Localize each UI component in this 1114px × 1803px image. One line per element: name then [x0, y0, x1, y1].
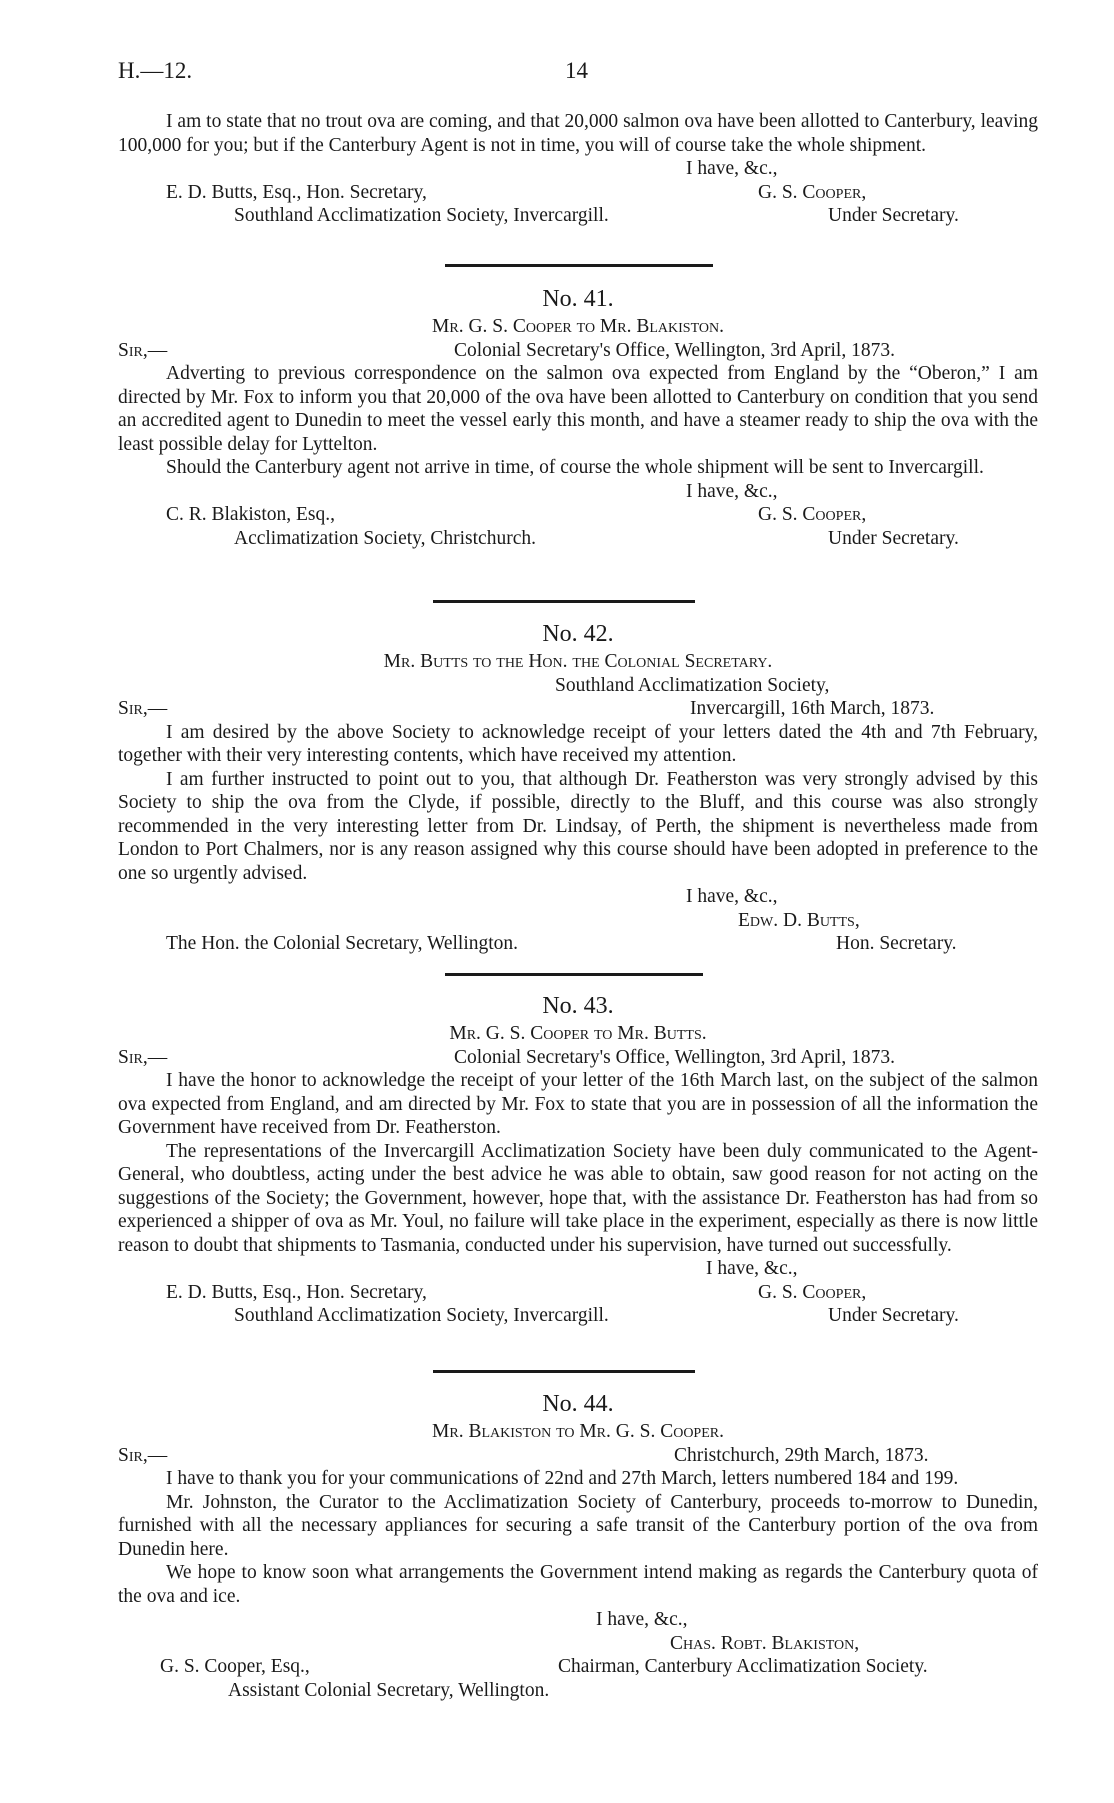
- closing: I have, &c.,: [686, 886, 778, 907]
- address-row: [118, 932, 1038, 956]
- address-row: [118, 527, 1038, 551]
- letter-number: No. 41.: [542, 286, 614, 312]
- address-row: [118, 503, 1038, 527]
- letter-paragraph: I am further instructed to point out to you, that although Dr. Featherston was very strongly advised by this Society to ship the ova from the Clyde, if possible, directly to the Bluff, and this course was also strongly recommended in the very interesting letter from Dr. Lindsay, of Perth, the shipment is nevertheless made from London to Port Chalmers, nor is any reason assigned why this course should have been adopted in preference to the one so urgently advised.: [118, 768, 1038, 884]
- letter-paragraph: I am to state that no trout ova are coming, and that 20,000 salmon ova have been allotted to Canterbury, leaving 100,000 for you; but if the Canterbury Agent is not in time, you will of course take the whole shipment.: [118, 111, 1038, 156]
- letter-44: [118, 1388, 1038, 1702]
- section-divider: [445, 973, 703, 976]
- letter-number: No. 44.: [542, 1391, 614, 1417]
- signatory-title: Chairman, Canterbury Acclimatization Society.: [558, 1656, 928, 1677]
- letter-paragraph: I am desired by the above Society to acknowledge receipt of your letters dated the 4th and 7th February, together with their very interesting contents, which have received my attention.: [118, 721, 1038, 766]
- letter-paragraph: The representations of the Invercargill Acclimatization Society have been duly communicated to the Agent-General, who doubtless, acting under the best advice he was able to obtain, saw good reason for not acting on the suggestions of the Society; the Government, however, hope that, with the assistance Dr. Featherston has had from so experienced a shipper of ova as Mr. Youl, no failure will take place in the experiment, especially as there is now little reason to doubt that shipments to Tasmania, conducted under his supervision, have turned out successfully.: [118, 1140, 1038, 1256]
- salutation: Sir,—: [118, 1046, 168, 1068]
- salutation: Sir,—: [118, 339, 168, 361]
- signatory: G. S. Cooper,: [758, 1281, 867, 1303]
- signatory: G. S. Cooper,: [758, 504, 867, 525]
- page-number: 14: [565, 58, 588, 83]
- letter-paragraph: Adverting to previous correspondence on the salmon ova expected from England by the “Oberon,” I am directed by Mr. Fox to inform you that 20,000 of the ova have been allotted to Canterbury on condition that you send an accredited agent to Dunedin to meet the vessel early this month, and have a steamer ready to ship the ova with the least possible delay for Lyttelton.: [118, 363, 1038, 455]
- letter-paragraph: We hope to know soon what arrangements the Government intend making as regards the Canterbury quota of the ova and ice.: [118, 1562, 1038, 1607]
- letter-paragraph: I have to thank you for your communications of 22nd and 27th March, letters numbered 184 and 199.: [166, 1468, 959, 1489]
- closing-row: [118, 480, 1038, 504]
- closing-row: [118, 1608, 1038, 1632]
- letter-paragraph: Mr. Johnston, the Curator to the Acclimatization Society of Canterbury, proceeds to-morrow to Dunedin, furnished with all the necessary appliances for securing a safe transit of the Canterbury portion of the ova from Dunedin here.: [118, 1491, 1038, 1560]
- closing-row: [118, 885, 1038, 909]
- salutation: Sir,—: [118, 1444, 168, 1466]
- closing-row: [118, 157, 1038, 181]
- dateline: Christchurch, 29th March, 1873.: [674, 1444, 929, 1466]
- addressee-location: Assistant Colonial Secretary, Wellington.: [228, 1679, 550, 1701]
- letter-40-tail: [118, 110, 1038, 228]
- addressee: E. D. Butts, Esq., Hon. Secretary,: [166, 181, 427, 203]
- address-row: [118, 1304, 1038, 1328]
- dateline-row: [118, 339, 1038, 363]
- section-divider: [445, 264, 713, 267]
- signatory-title: Under Secretary.: [828, 1305, 959, 1326]
- dateline: Invercargill, 16th March, 1873.: [690, 698, 935, 719]
- address-row: [118, 1655, 1038, 1679]
- closing: I have, &c.,: [686, 158, 778, 179]
- addressee: E. D. Butts, Esq., Hon. Secretary,: [166, 1281, 427, 1303]
- closing: I have, &c.,: [686, 480, 778, 502]
- closing-row: [118, 1257, 1038, 1281]
- letter-heading: Mr. G. S. Cooper to Mr. Butts.: [449, 1023, 707, 1044]
- addressee-location: Southland Acclimatization Society, Invercargill.: [234, 1305, 609, 1326]
- signatory-title: Under Secretary.: [828, 527, 959, 549]
- letter-paragraph: Should the Canterbury agent not arrive in time, of course the whole shipment will be sent to Invercargill.: [166, 457, 984, 478]
- letter-number: No. 42.: [542, 621, 614, 647]
- signatory: Edw. D. Butts,: [738, 909, 860, 931]
- closing: I have, &c.,: [596, 1609, 688, 1630]
- letter-paragraph: I have the honor to acknowledge the receipt of your letter of the 16th March last, on the subject of the salmon ova expected from England, and am directed by Mr. Fox to state that you are in possession of all the information the Government have received from Dr. Featherston.: [118, 1070, 1038, 1138]
- salutation: Sir,—: [118, 698, 168, 719]
- letter-heading: Mr. Butts to the Hon. the Colonial Secretary.: [383, 651, 773, 672]
- letter-heading: Mr. G. S. Cooper to Mr. Blakiston.: [432, 316, 724, 337]
- address-row: [118, 204, 1038, 228]
- signatory: G. S. Cooper,: [758, 181, 867, 203]
- dateline-row: [118, 1444, 1038, 1468]
- address-row: [118, 1281, 1038, 1305]
- signatory-title: Under Secretary.: [828, 205, 959, 226]
- addressee: G. S. Cooper, Esq.,: [160, 1656, 310, 1677]
- page-header: [118, 58, 1014, 92]
- signatory-title: Hon. Secretary.: [836, 933, 957, 954]
- letter-43: [118, 990, 1038, 1328]
- paper-reference: H.—12.: [118, 58, 193, 83]
- signatory: Chas. Robt. Blakiston,: [670, 1632, 860, 1654]
- closing: I have, &c.,: [706, 1258, 798, 1279]
- letter-number: No. 43.: [542, 993, 614, 1019]
- addressee: C. R. Blakiston, Esq.,: [166, 504, 336, 525]
- section-divider: [433, 1370, 695, 1373]
- letter-41: [118, 283, 1038, 550]
- dateline: Southland Acclimatization Society,: [555, 674, 830, 696]
- dateline-row: [118, 674, 1038, 698]
- dateline-row: [118, 697, 1038, 721]
- letter-42: [118, 618, 1038, 956]
- address-row: [118, 181, 1038, 205]
- letter-heading: Mr. Blakiston to Mr. G. S. Cooper.: [432, 1421, 724, 1442]
- section-divider: [433, 600, 695, 603]
- signature-row: [118, 909, 1038, 933]
- dateline-row: [118, 1046, 1038, 1070]
- addressee-location: Acclimatization Society, Christchurch.: [234, 527, 536, 549]
- addressee-location: Southland Acclimatization Society, Invercargill.: [234, 205, 609, 226]
- dateline: Colonial Secretary's Office, Wellington, 3rd April, 1873.: [454, 339, 895, 361]
- addressee: The Hon. the Colonial Secretary, Wellington.: [166, 933, 519, 954]
- dateline: Colonial Secretary's Office, Wellington, 3rd April, 1873.: [454, 1046, 895, 1068]
- signature-row: [118, 1632, 1038, 1656]
- address-row: [118, 1679, 1038, 1703]
